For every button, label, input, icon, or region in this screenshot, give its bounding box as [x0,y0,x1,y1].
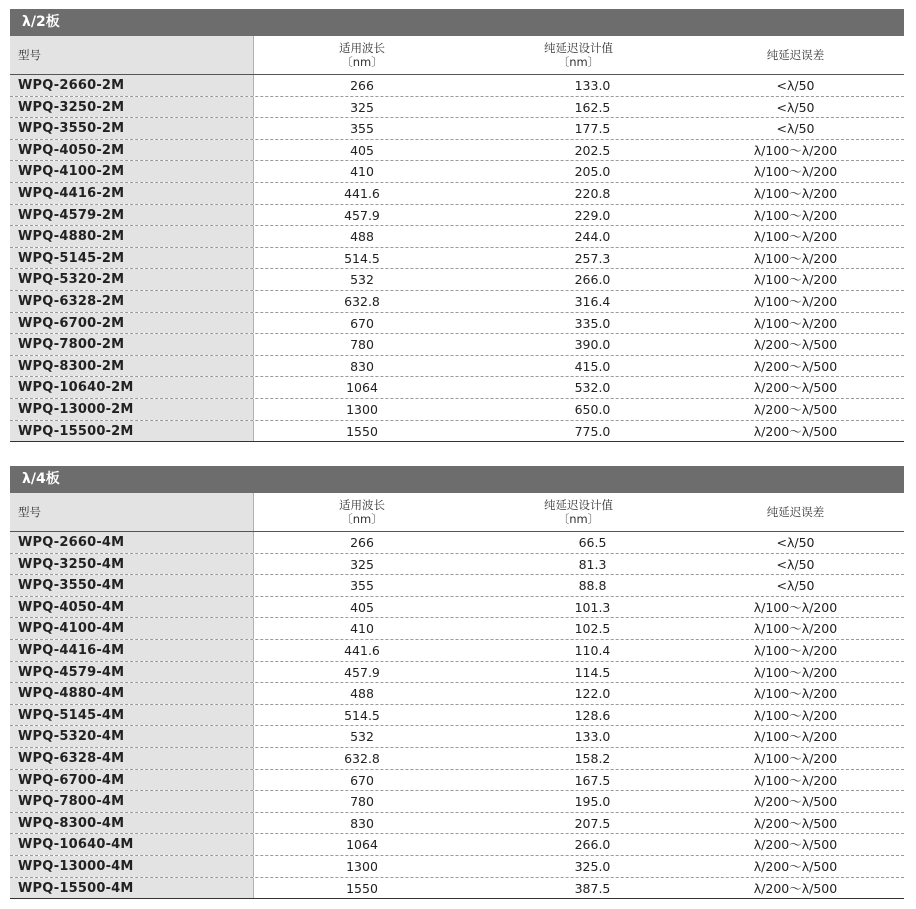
cell-retardation: 532.0 [574,380,611,396]
cell-model: WPQ-10640-2M [10,377,254,398]
cell-retardation: 266.0 [574,272,611,288]
table-row [10,791,904,813]
cell-error: λ/200〜λ/500 [753,423,838,439]
header-retardation-unit: 〔nm〕 [557,512,600,526]
cell-wavelength: 405 [350,599,374,615]
table-row [10,356,904,378]
cell-error: <λ/50 [776,121,815,137]
cell-error: <λ/50 [776,578,815,594]
cell-wavelength: 1064 [346,837,378,853]
cell-model: WPQ-3250-4M [10,554,254,575]
cell-error: λ/200〜λ/500 [753,380,838,396]
cell-error: λ/100〜λ/200 [753,229,838,245]
table-row [10,554,904,576]
cell-model: WPQ-10640-4M [10,834,254,855]
cell-retardation: 177.5 [574,121,611,137]
cell-retardation: 81.3 [578,556,607,572]
table-row [10,878,904,900]
cell-model: WPQ-13000-4M [10,856,254,877]
cell-retardation: 202.5 [574,142,611,158]
cell-wavelength: 1064 [346,380,378,396]
cell-model: WPQ-4100-2M [10,161,254,182]
table-row [10,75,904,97]
table-row [10,683,904,705]
cell-model: WPQ-8300-2M [10,356,254,377]
table-row [10,618,904,640]
table-row [10,313,904,335]
table-row [10,834,904,856]
cell-retardation: 775.0 [574,423,611,439]
table-row [10,421,904,443]
header-error: 纯延迟误差 [687,493,904,531]
header-model: 型号 [10,36,254,74]
cell-error: λ/100〜λ/200 [753,164,838,180]
cell-retardation: 66.5 [578,535,607,550]
cell-model: WPQ-8300-4M [10,813,254,834]
header-wavelength [254,493,470,531]
cell-wavelength: 457.9 [344,207,380,223]
table-body [10,75,904,442]
cell-wavelength: 514.5 [344,707,380,723]
cell-model: WPQ-5320-4M [10,726,254,747]
cell-model: WPQ-4579-4M [10,662,254,683]
cell-error: λ/100〜λ/200 [753,142,838,158]
cell-retardation: 220.8 [574,185,611,201]
table-row [10,597,904,619]
cell-wavelength: 488 [350,229,374,245]
table-header [10,493,904,532]
cell-wavelength: 355 [350,578,374,594]
header-retardation-unit: 〔nm〕 [557,55,600,69]
table-row [10,662,904,684]
cell-error: λ/200〜λ/500 [753,794,838,810]
cell-wavelength: 441.6 [344,642,380,658]
cell-error: λ/100〜λ/200 [753,250,838,266]
table-row [10,291,904,313]
cell-retardation: 88.8 [578,578,607,594]
table-row [10,205,904,227]
cell-wavelength: 266 [350,535,374,550]
header-retardation [470,36,687,74]
cell-model: WPQ-4100-4M [10,618,254,639]
cell-error: λ/100〜λ/200 [753,729,838,745]
header-retardation-label: 纯延迟设计值 [544,498,613,512]
table-row [10,183,904,205]
cell-retardation: 195.0 [574,794,611,810]
cell-error: λ/200〜λ/500 [753,858,838,874]
header-retardation-label: 纯延迟设计值 [544,41,613,55]
table-row [10,575,904,597]
cell-retardation: 205.0 [574,164,611,180]
cell-model: WPQ-4416-4M [10,640,254,661]
cell-model: WPQ-7800-2M [10,334,254,355]
cell-error: λ/100〜λ/200 [753,750,838,766]
cell-wavelength: 355 [350,121,374,137]
half-wave-plate-table [10,9,904,442]
cell-model: WPQ-2660-2M [10,75,254,96]
cell-retardation: 162.5 [574,99,611,115]
cell-error: λ/100〜λ/200 [753,207,838,223]
cell-error: λ/100〜λ/200 [753,185,838,201]
cell-retardation: 133.0 [574,78,611,93]
cell-model: WPQ-4050-2M [10,140,254,161]
cell-model: WPQ-4416-2M [10,183,254,204]
cell-wavelength: 514.5 [344,250,380,266]
table-row [10,161,904,183]
cell-wavelength: 325 [350,99,374,115]
cell-wavelength: 325 [350,556,374,572]
cell-error: λ/100〜λ/200 [753,686,838,702]
cell-wavelength: 532 [350,272,374,288]
cell-retardation: 101.3 [574,599,611,615]
cell-model: WPQ-15500-2M [10,421,254,442]
cell-retardation: 167.5 [574,772,611,788]
cell-model: WPQ-3250-2M [10,97,254,118]
table-row [10,640,904,662]
cell-retardation: 229.0 [574,207,611,223]
cell-error: λ/100〜λ/200 [753,707,838,723]
cell-wavelength: 1300 [346,858,378,874]
cell-error: λ/100〜λ/200 [753,293,838,309]
cell-model: WPQ-4880-2M [10,226,254,247]
cell-wavelength: 670 [350,315,374,331]
table-row [10,532,904,554]
cell-retardation: 133.0 [574,729,611,745]
cell-wavelength: 441.6 [344,185,380,201]
cell-error: λ/100〜λ/200 [753,272,838,288]
header-wavelength-unit: 〔nm〕 [341,55,383,69]
cell-retardation: 257.3 [574,250,611,266]
cell-retardation: 325.0 [574,858,611,874]
cell-error: <λ/50 [776,78,815,93]
quarter-wave-plate-table [10,466,904,899]
table-row [10,334,904,356]
cell-error: λ/200〜λ/500 [753,401,838,417]
cell-model: WPQ-15500-4M [10,878,254,899]
header-wavelength-label: 适用波长 [339,498,385,512]
cell-error: λ/100〜λ/200 [753,664,838,680]
cell-wavelength: 1550 [346,423,378,439]
header-retardation [470,493,687,531]
header-wavelength-unit: 〔nm〕 [341,512,383,526]
cell-model: WPQ-2660-4M [10,532,254,553]
cell-retardation: 207.5 [574,815,611,831]
cell-error: λ/200〜λ/500 [753,837,838,853]
cell-wavelength: 1550 [346,880,378,896]
cell-error: λ/200〜λ/500 [753,880,838,896]
cell-error: <λ/50 [776,535,815,550]
cell-model: WPQ-13000-2M [10,399,254,420]
cell-wavelength: 780 [350,337,374,353]
cell-retardation: 128.6 [574,707,611,723]
cell-wavelength: 488 [350,686,374,702]
table-title: λ/2板 [10,9,904,36]
cell-wavelength: 266 [350,78,374,93]
cell-wavelength: 632.8 [344,750,380,766]
cell-wavelength: 532 [350,729,374,745]
table-row [10,748,904,770]
cell-error: <λ/50 [776,99,815,115]
cell-retardation: 387.5 [574,880,611,896]
header-error: 纯延迟误差 [687,36,904,74]
cell-retardation: 415.0 [574,358,611,374]
table-row [10,726,904,748]
table-header [10,36,904,75]
cell-model: WPQ-4579-2M [10,205,254,226]
table-row [10,97,904,119]
cell-retardation: 316.4 [574,293,611,309]
cell-error: λ/200〜λ/500 [753,358,838,374]
cell-wavelength: 632.8 [344,293,380,309]
cell-retardation: 158.2 [574,750,611,766]
table-row [10,705,904,727]
cell-error: <λ/50 [776,556,815,572]
cell-wavelength: 457.9 [344,664,380,680]
table-body [10,532,904,899]
cell-retardation: 244.0 [574,229,611,245]
table-row [10,226,904,248]
cell-error: λ/100〜λ/200 [753,621,838,637]
cell-wavelength: 410 [350,164,374,180]
cell-retardation: 650.0 [574,401,611,417]
cell-error: λ/100〜λ/200 [753,642,838,658]
header-wavelength-label: 适用波长 [339,41,385,55]
table-row [10,118,904,140]
cell-retardation: 110.4 [574,642,611,658]
cell-model: WPQ-3550-2M [10,118,254,139]
cell-retardation: 335.0 [574,315,611,331]
cell-model: WPQ-6328-4M [10,748,254,769]
cell-model: WPQ-6700-2M [10,313,254,334]
table-title: λ/4板 [10,466,904,493]
cell-model: WPQ-3550-4M [10,575,254,596]
table-row [10,856,904,878]
cell-wavelength: 670 [350,772,374,788]
cell-error: λ/100〜λ/200 [753,315,838,331]
cell-model: WPQ-6700-4M [10,770,254,791]
cell-wavelength: 1300 [346,401,378,417]
header-model: 型号 [10,493,254,531]
cell-wavelength: 830 [350,358,374,374]
cell-retardation: 114.5 [574,664,611,680]
table-row [10,399,904,421]
table-row [10,770,904,792]
cell-error: λ/100〜λ/200 [753,772,838,788]
cell-retardation: 102.5 [574,621,611,637]
cell-model: WPQ-4880-4M [10,683,254,704]
cell-model: WPQ-4050-4M [10,597,254,618]
cell-model: WPQ-7800-4M [10,791,254,812]
table-row [10,269,904,291]
cell-model: WPQ-6328-2M [10,291,254,312]
cell-error: λ/100〜λ/200 [753,599,838,615]
cell-error: λ/200〜λ/500 [753,337,838,353]
cell-retardation: 390.0 [574,337,611,353]
cell-error: λ/200〜λ/500 [753,815,838,831]
cell-model: WPQ-5145-4M [10,705,254,726]
cell-retardation: 266.0 [574,837,611,853]
table-row [10,377,904,399]
cell-model: WPQ-5145-2M [10,248,254,269]
table-row [10,248,904,270]
cell-model: WPQ-5320-2M [10,269,254,290]
header-wavelength [254,36,470,74]
table-row [10,813,904,835]
table-row [10,140,904,162]
cell-wavelength: 830 [350,815,374,831]
cell-wavelength: 780 [350,794,374,810]
cell-wavelength: 405 [350,142,374,158]
cell-retardation: 122.0 [574,686,611,702]
cell-wavelength: 410 [350,621,374,637]
